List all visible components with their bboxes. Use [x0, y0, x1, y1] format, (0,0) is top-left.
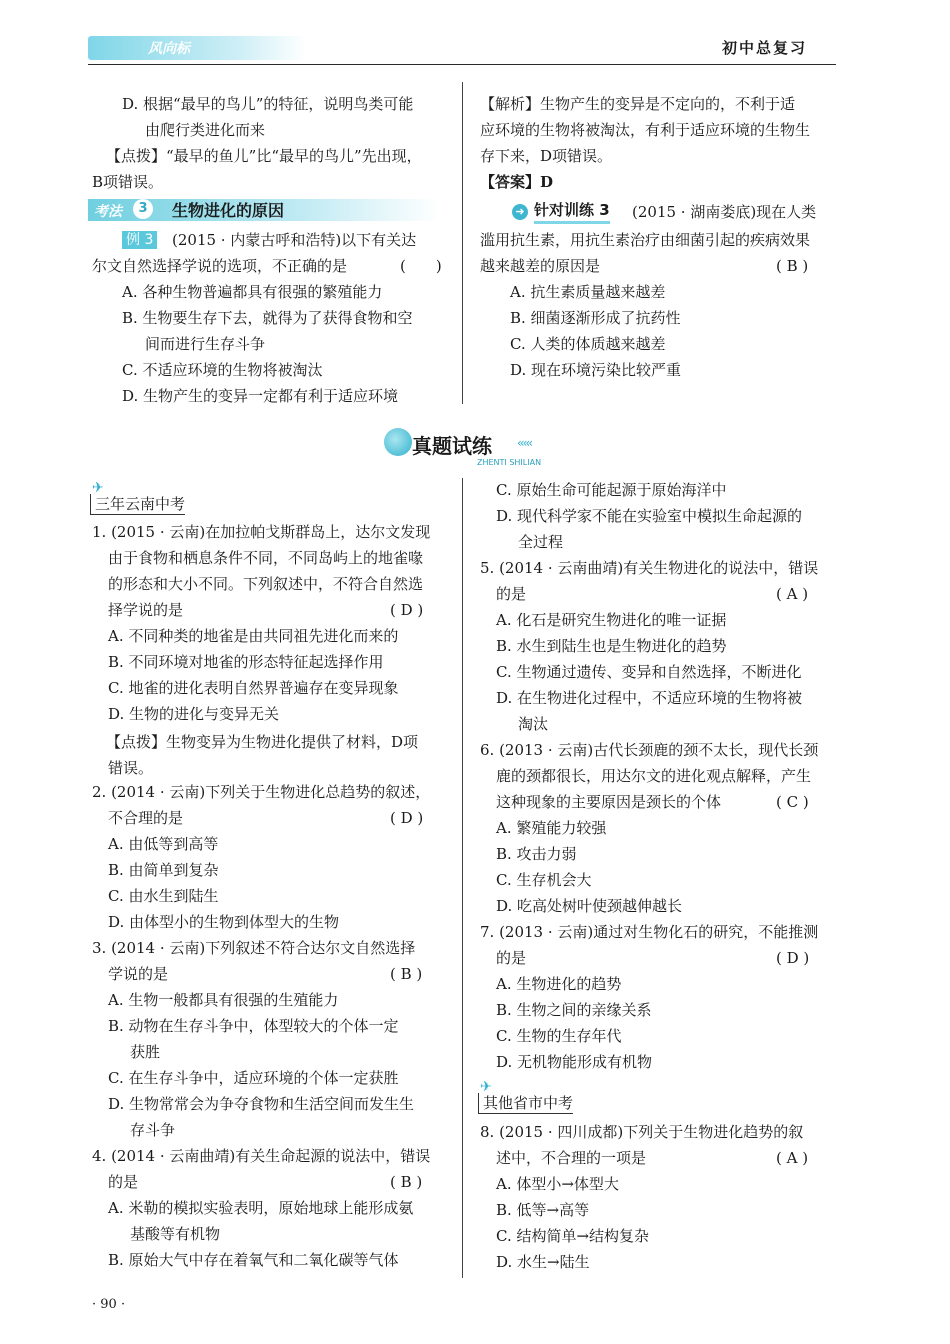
option: B. 由简单到复杂 — [108, 861, 219, 879]
option: C. 地雀的进化表明自然界普遍存在变异现象 — [108, 679, 399, 697]
option: D. 由体型小的生物到体型大的生物 — [108, 913, 340, 931]
option: D. 在生物进化过程中，不适应环境的生物将被 — [496, 689, 803, 707]
question-line: 择学说的是 — [108, 601, 184, 619]
question-line: 鹿的颈都很长，用达尔文的进化观点解释，产生 — [496, 767, 812, 785]
brand-logo: 风向标 — [148, 41, 190, 57]
section-tag: 考法 — [94, 204, 122, 220]
header-rule — [88, 64, 836, 65]
option: B. 水生到陆生也是生物进化的趋势 — [496, 637, 727, 655]
answer-paren: ( B ) — [390, 965, 423, 983]
option: C. 原始生命可能起源于原始海洋中 — [496, 481, 727, 499]
option: D. 生物产生的变异一定都有利于适应环境 — [122, 387, 399, 405]
answer-paren: ( ) — [400, 257, 442, 275]
option: C. 结构简单→结构复杂 — [496, 1227, 650, 1245]
text-line: D. 根据“最早的鸟儿”的特征，说明鸟类可能 — [122, 95, 414, 113]
option: C. 在生存斗争中，适应环境的个体一定获胜 — [108, 1069, 399, 1087]
option: 全过程 — [518, 533, 564, 551]
question-line: 的是 — [496, 585, 527, 603]
option: A. 体型小→体型大 — [496, 1175, 619, 1193]
option: A. 抗生素质量越来越差 — [510, 283, 666, 301]
question-line: 越来越差的原因是 — [480, 257, 601, 275]
question-line: 的形态和大小不同。下列叙述中，不符合自然选 — [108, 575, 424, 593]
option: D. 现在环境污染比较严重 — [510, 361, 682, 379]
answer-paren: ( A ) — [776, 585, 809, 603]
answer-paren: ( D ) — [390, 601, 424, 619]
section-number: 3 — [133, 199, 153, 219]
question-line: 5. (2014 · 云南曲靖)有关生物进化的说法中，错误 — [480, 559, 819, 577]
training-label: 针对训练 3 — [534, 199, 610, 224]
question-line: 8. (2015 · 四川成都)下列关于生物进化趋势的叙 — [480, 1123, 804, 1141]
question-line: 尔文自然选择学说的选项，不正确的是 — [92, 257, 348, 275]
column-divider-top — [462, 82, 463, 404]
question-line: 由于食物和栖息条件不同，不同岛屿上的地雀喙 — [108, 549, 424, 567]
answer-line: 【答案】D — [480, 173, 554, 191]
hint-line: 【点拨】“最早的鱼儿”比“最早的鸟儿”先出现， — [106, 147, 422, 165]
section-main-subtitle: ZHENTI SHILIAN — [477, 458, 542, 467]
option: A. 米勒的模拟实验表明，原始地球上能形成氨 — [108, 1199, 414, 1217]
option: C. 不适应环境的生物将被淘汰 — [122, 361, 323, 379]
question-line: 7. (2013 · 云南)通过对生物化石的研究，不能推测 — [480, 923, 819, 941]
option: D. 现代科学家不能在实验室中模拟生命起源的 — [496, 507, 803, 525]
option: A. 不同种类的地雀是由共同祖先进化而来的 — [108, 627, 399, 645]
question-line: 学说的是 — [108, 965, 169, 983]
option: A. 化石是研究生物进化的唯一证据 — [496, 611, 727, 629]
question-line: 4. (2014 · 云南曲靖)有关生命起源的说法中，错误 — [92, 1147, 431, 1165]
answer-paren: ( A ) — [776, 1149, 809, 1167]
question-line: 3. (2014 · 云南)下列叙述不符合达尔文自然选择 — [92, 939, 416, 957]
option: A. 各种生物普遍都具有很强的繁殖能力 — [122, 283, 383, 301]
answer-paren: ( D ) — [390, 809, 424, 827]
option: B. 动物在生存斗争中，体型较大的个体一定 — [108, 1017, 399, 1035]
question-line: 述中，不合理的一项是 — [496, 1149, 647, 1167]
page-number: · 90 · — [92, 1297, 126, 1312]
subhead-other-provinces: 其他省市中考 — [478, 1093, 573, 1114]
option: B. 原始大气中存在着氧气和二氧化碳等气体 — [108, 1251, 399, 1269]
palm-icon: ✈ — [92, 480, 104, 496]
option: B. 生物要生存下去，就得为了获得食物和空 — [122, 309, 413, 327]
section-main-title: 真题试练 — [412, 434, 492, 458]
hint-line: 【点拨】生物变异为生物进化提供了材料，D项 — [106, 733, 419, 751]
analysis-line: 应环境的生物将被淘汰，有利于适应环境的生物生 — [480, 121, 811, 139]
option: 获胜 — [130, 1043, 161, 1061]
option: 间而进行生存斗争 — [145, 335, 266, 353]
question-line: 1. (2015 · 云南)在加拉帕戈斯群岛上，达尔文发现 — [92, 523, 431, 541]
palm-icon: ✈ — [480, 1079, 492, 1095]
text-line: 由爬行类进化而来 — [145, 121, 266, 139]
option: B. 生物之间的亲缘关系 — [496, 1001, 652, 1019]
option: 基酸等有机物 — [130, 1225, 221, 1243]
hint-line: 错误。 — [108, 759, 154, 777]
option: C. 生物通过遗传、变异和自然选择，不断进化 — [496, 663, 802, 681]
option: C. 生存机会大 — [496, 871, 592, 889]
question-line: 滥用抗生素，用抗生素治疗由细菌引起的疾病效果 — [480, 231, 811, 249]
column-divider-bottom — [462, 478, 463, 1278]
subhead-yunnan: 三年云南中考 — [90, 494, 185, 515]
question-line: (2015 · 湖南娄底)现在人类 — [632, 203, 817, 221]
question-line: (2015 · 内蒙古呼和浩特)以下有关达 — [172, 231, 417, 249]
option: A. 生物一般都具有很强的生殖能力 — [108, 991, 339, 1009]
option: B. 攻击力弱 — [496, 845, 577, 863]
option: B. 低等→高等 — [496, 1201, 590, 1219]
option: B. 不同环境对地雀的形态特征起选择作用 — [108, 653, 384, 671]
option: D. 吃高处树叶使颈越伸越长 — [496, 897, 683, 915]
brand-banner — [88, 36, 306, 60]
section-title: 生物进化的原因 — [172, 201, 285, 220]
answer-paren: ( B ) — [390, 1173, 423, 1191]
question-line: 2. (2014 · 云南)下列关于生物进化总趋势的叙述， — [92, 783, 431, 801]
question-line: 这种现象的主要原因是颈长的个体 — [496, 793, 722, 811]
arrow-icon: ➜ — [512, 204, 528, 220]
answer-paren: ( B ) — [776, 257, 809, 275]
option: A. 由低等到高等 — [108, 835, 219, 853]
option: C. 人类的体质越来越差 — [510, 335, 666, 353]
option: 存斗争 — [130, 1121, 176, 1139]
answer-paren: ( D ) — [776, 949, 810, 967]
header-title: 初中总复习 — [722, 39, 808, 57]
option: A. 繁殖能力较强 — [496, 819, 607, 837]
option: D. 水生→陆生 — [496, 1253, 590, 1271]
hint-line: B项错误。 — [92, 173, 164, 191]
option: D. 生物的进化与变异无关 — [108, 705, 280, 723]
example-tag: 例 3 — [122, 231, 157, 249]
option: C. 由水生到陆生 — [108, 887, 219, 905]
question-line: 的是 — [108, 1173, 139, 1191]
answer-paren: ( C ) — [776, 793, 809, 811]
option: D. 无机物能形成有机物 — [496, 1053, 653, 1071]
title-circle-icon — [384, 428, 412, 456]
analysis-line: 存下来，D项错误。 — [480, 147, 613, 165]
question-line: 6. (2013 · 云南)古代长颈鹿的颈不太长，现代长颈 — [480, 741, 819, 759]
analysis-line: 【解析】生物产生的变异是不定向的，不利于适 — [480, 95, 796, 113]
option: 淘汰 — [518, 715, 549, 733]
chevrons-icon: ‹‹‹‹‹ — [517, 436, 531, 450]
option: D. 生物常常会为争夺食物和生活空间而发生生 — [108, 1095, 415, 1113]
option: C. 生物的生存年代 — [496, 1027, 622, 1045]
question-line: 的是 — [496, 949, 527, 967]
question-line: 不合理的是 — [108, 809, 184, 827]
option: B. 细菌逐渐形成了抗药性 — [510, 309, 681, 327]
option: A. 生物进化的趋势 — [496, 975, 622, 993]
